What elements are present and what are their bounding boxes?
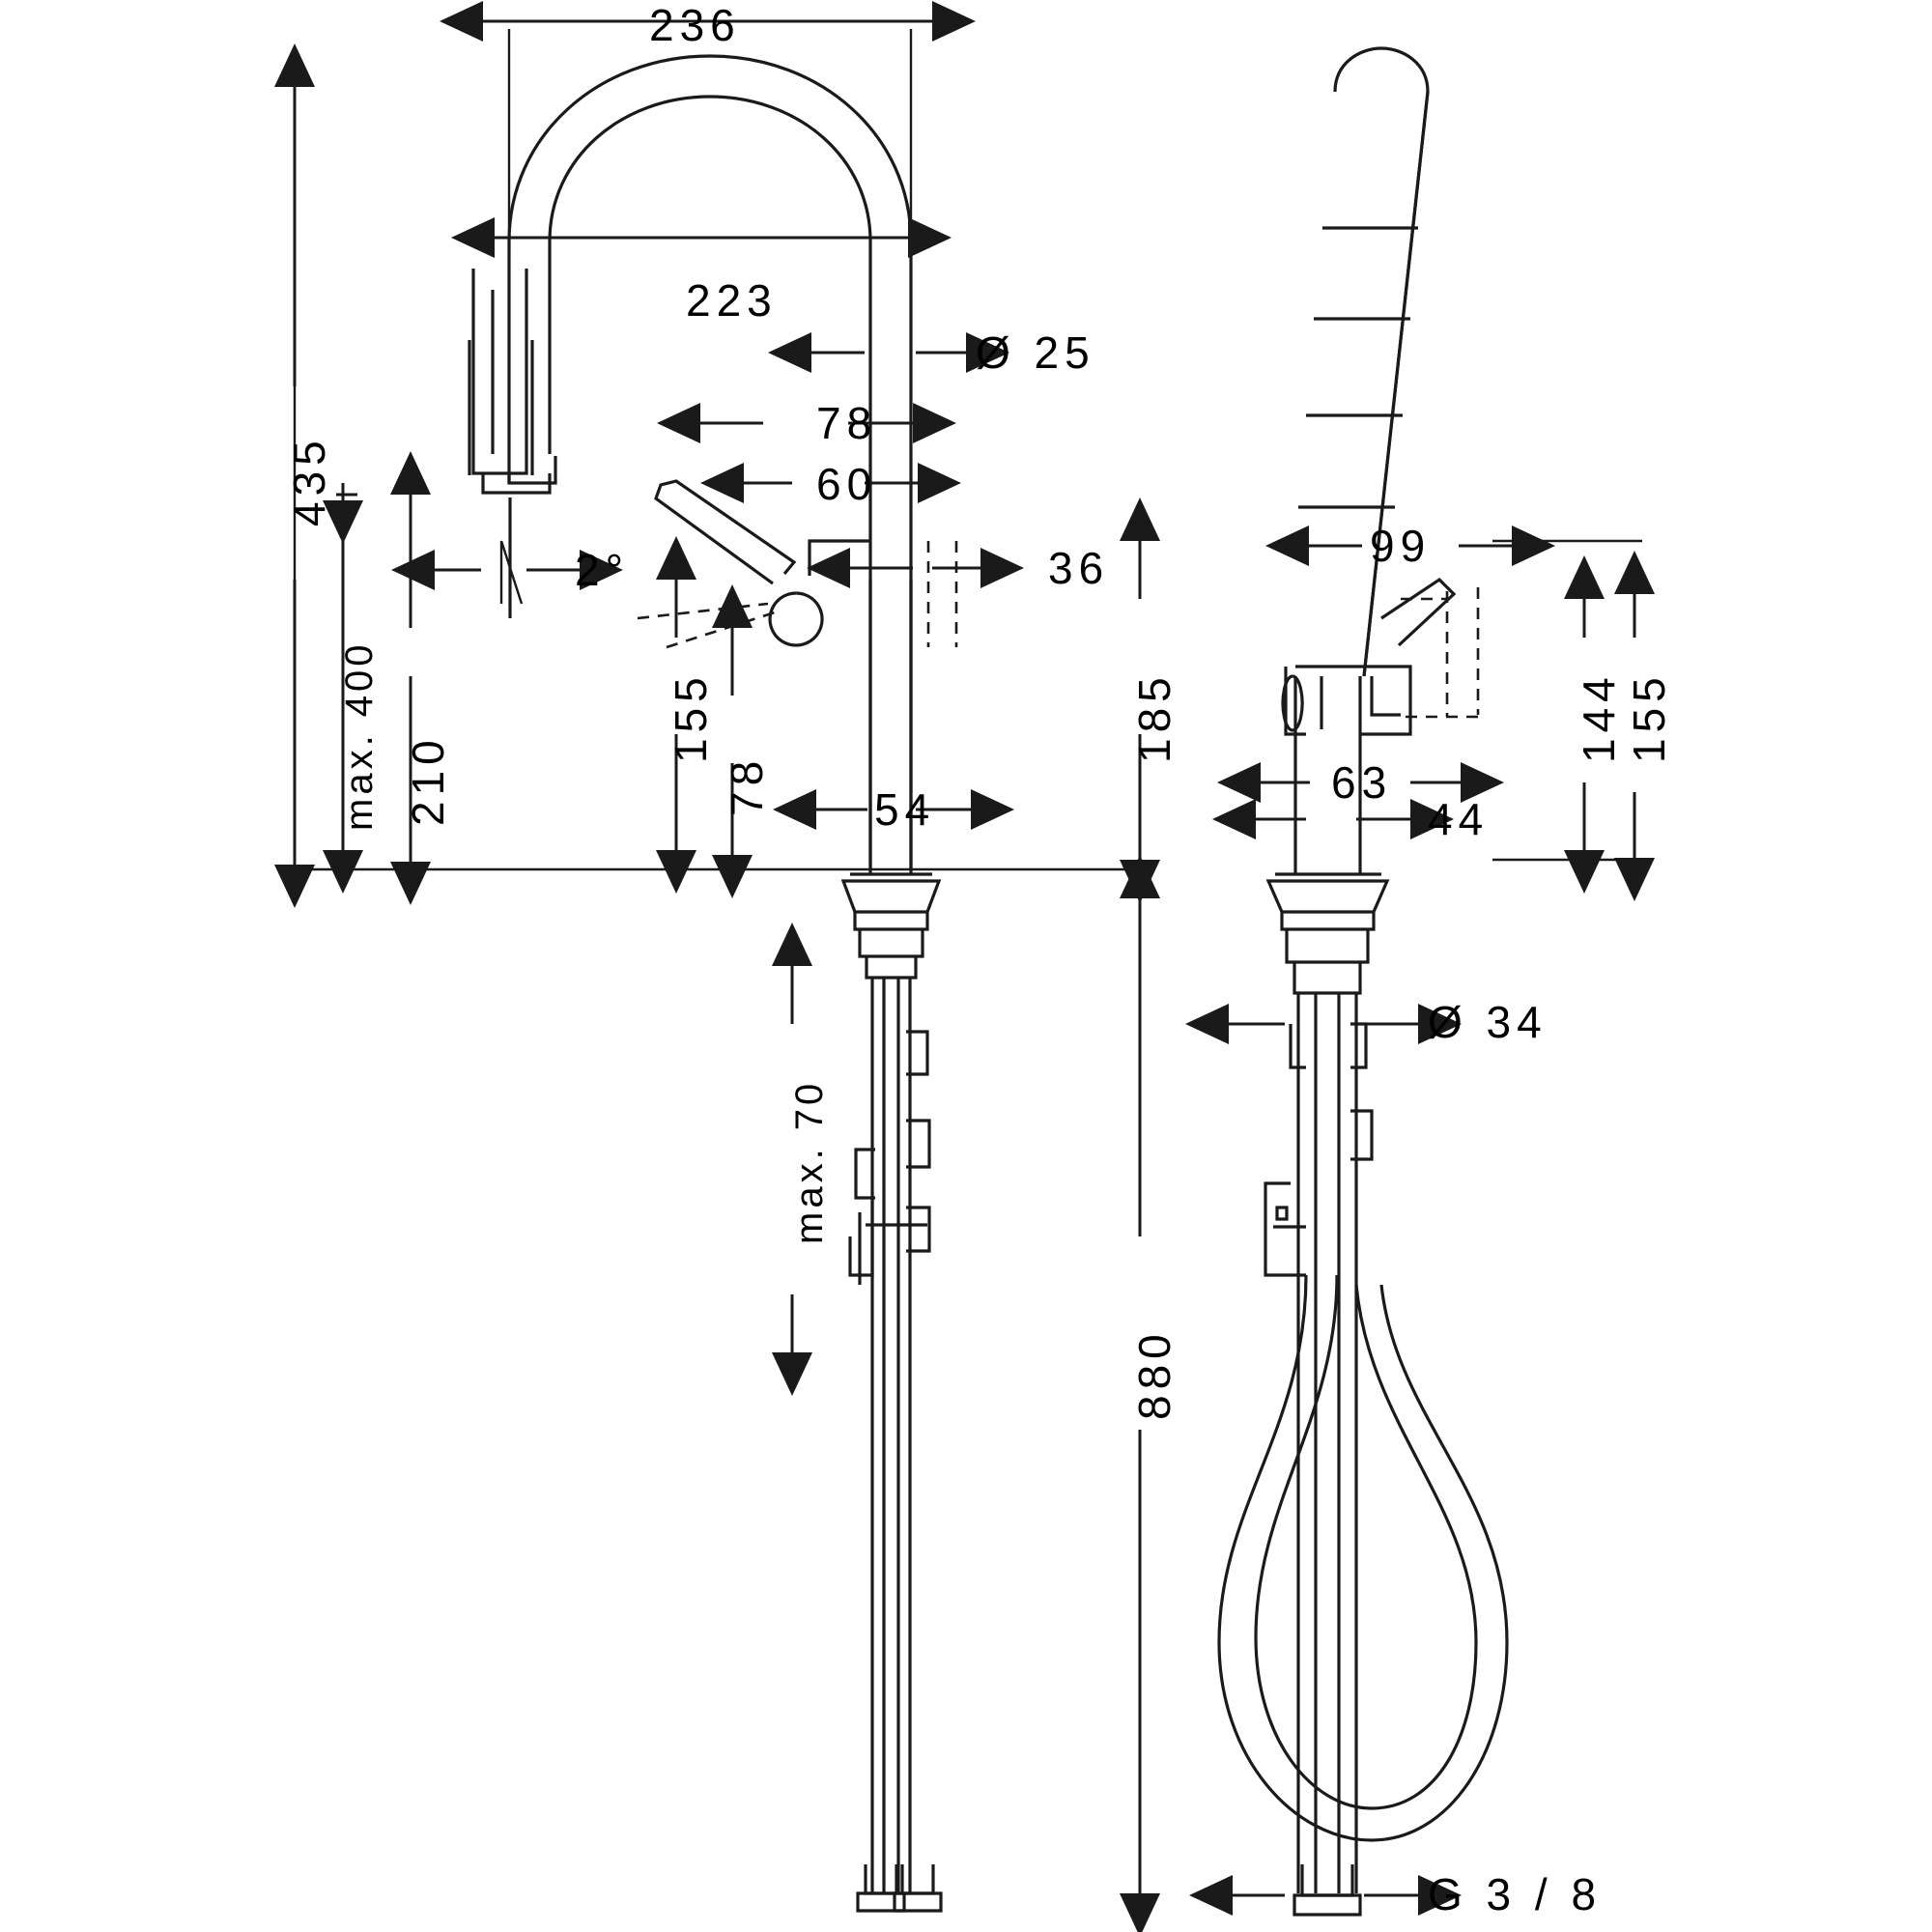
dim-label-2deg: 2° [575,545,629,595]
dim-label-d25: Ø 25 [976,327,1095,378]
dimension-lines [295,21,1642,1908]
dim-label-185: 185 [1129,671,1179,763]
front-view-geometry [469,56,941,1911]
dim-label-36: 36 [1048,543,1110,593]
dim-label-236: 236 [649,0,741,50]
dim-label-d34: Ø 34 [1428,997,1548,1047]
dim-label-78-front: 78 [722,754,772,816]
dim-label-44: 44 [1428,794,1490,844]
dim-label-435: 435 [284,435,334,526]
dim-label-144: 144 [1574,671,1624,763]
dim-label-155-front: 155 [666,671,716,763]
dim-label-54: 54 [874,784,936,835]
dim-label-223: 223 [686,275,778,326]
dim-label-63: 63 [1331,757,1393,808]
dim-label-max-400: max. 400 [338,640,381,831]
dim-label-g38: G 3 / 8 [1428,1869,1603,1919]
dim-label-78-top: 78 [816,398,878,448]
dim-label-880: 880 [1129,1328,1179,1420]
dim-label-max-70: max. 70 [788,1079,831,1244]
dim-label-99: 99 [1370,521,1432,571]
dim-label-60: 60 [816,459,878,509]
side-view-geometry [1219,48,1507,1915]
dim-label-155-side: 155 [1624,671,1674,763]
dim-label-210: 210 [403,734,453,826]
